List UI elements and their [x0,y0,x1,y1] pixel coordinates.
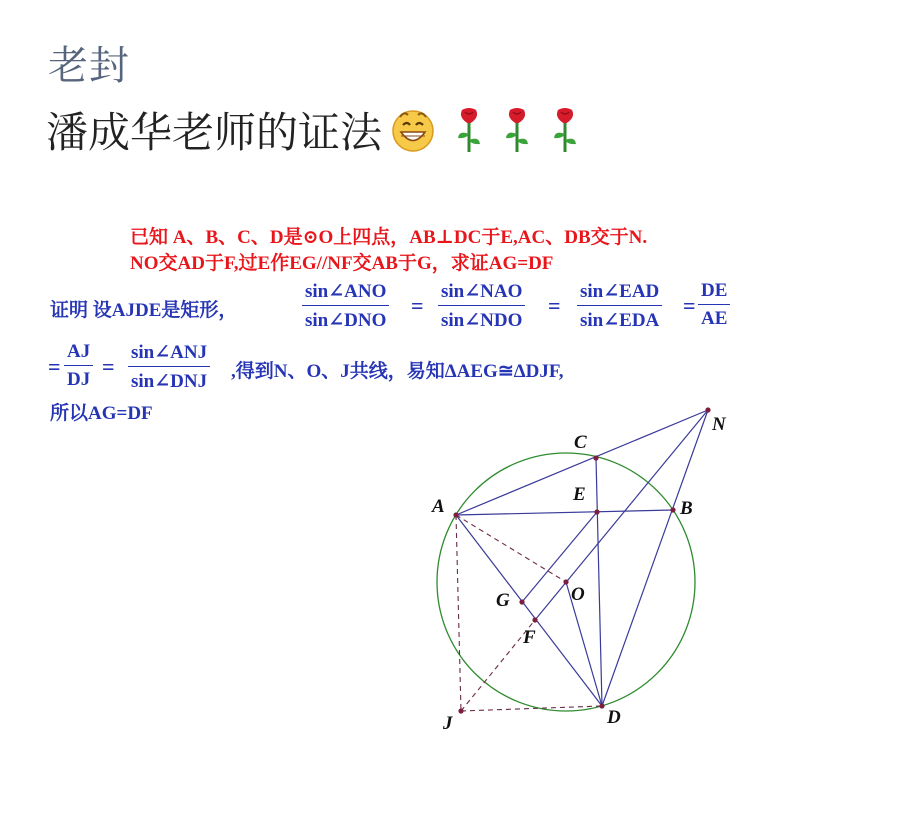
label-g: G [496,590,510,611]
post-author[interactable]: 老封 [48,43,130,89]
point-a [453,512,458,517]
fraction-5-denominator: DJ [67,369,91,390]
segment-c-d [596,458,602,706]
segment-a-b [456,510,673,515]
equals-sign: = [48,354,61,379]
label-d: D [607,707,621,728]
fraction-2-numerator: sin∠NAO [438,280,525,306]
label-a: A [432,496,445,517]
point-b [670,507,675,512]
label-b: B [680,498,693,519]
point-j [458,708,463,713]
segment-a-o [456,515,566,582]
problem-line-2: NO交AD于F,过E作EG//NF交AB于G，求证AG=DF [130,253,554,274]
problem-line-1: 已知 A、B、C、D是⊙O上四点，AB⊥DC于E,AC、DB交于N. [130,227,648,248]
fraction-5-numerator: AJ [64,341,93,366]
headline-text: 潘成华老师的证法 [46,108,383,157]
point-e [594,509,599,514]
equals-sign: = [683,293,696,318]
fraction-4-numerator: DE [698,280,730,305]
fraction-4-denominator: AE [701,308,728,329]
point-o [563,579,568,584]
proof-intro: 证明 设AJDE是矩形， [50,300,238,321]
equals-sign: = [548,293,561,318]
point-c [593,455,598,460]
segment-a-d [456,515,602,706]
equals-sign: = [102,354,115,379]
segment-a-j [456,515,461,711]
label-e: E [573,484,586,505]
proof-mid-text: ,得到N、O、J共线，易知ΔAEG≅ΔDJF, [231,361,564,382]
equals-sign: = [411,293,424,318]
fraction-3-denominator: sin∠EDA [580,310,660,331]
fraction-6-numerator: sin∠ANJ [128,341,210,367]
point-g [519,599,524,604]
point-d [599,703,604,708]
label-o: O [571,584,585,605]
point-f [532,617,537,622]
label-c: C [574,432,587,453]
proof-conclusion: 所以AG=DF [50,403,153,424]
point-n [705,407,710,412]
label-f: F [523,627,536,648]
fraction-1-denominator: sin∠DNO [305,310,387,331]
fraction-3-numerator: sin∠EAD [577,280,662,306]
fraction-2-denominator: sin∠NDO [441,310,523,331]
label-j: J [443,713,453,734]
fraction-6-denominator: sin∠DNJ [131,371,208,392]
segment-e-g [522,512,597,602]
label-n: N [712,414,726,435]
fraction-1-numerator: sin∠ANO [302,280,389,306]
